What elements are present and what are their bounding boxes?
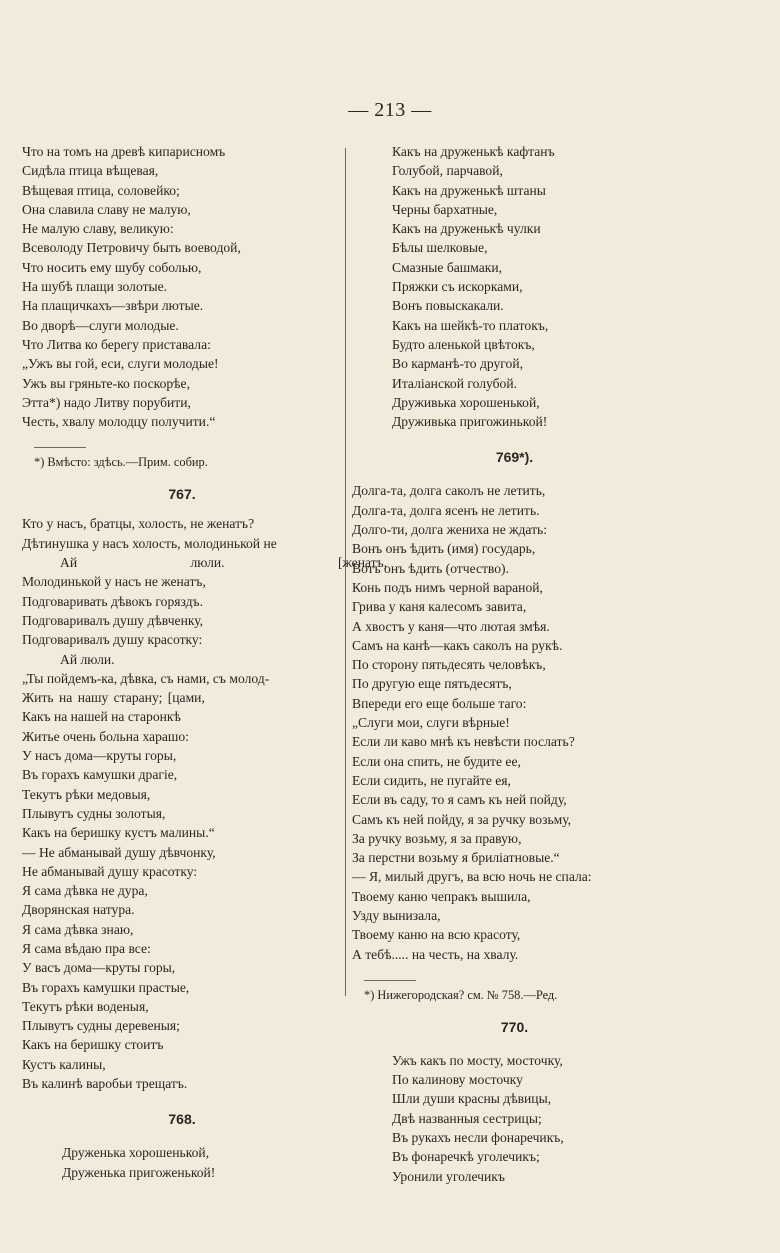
- verse-line: Грива у каня калесомъ завита,: [352, 599, 527, 615]
- right-column: [352, 142, 677, 1186]
- verse-line: Смазные башмаки,: [392, 259, 503, 275]
- verse-line: Вонъ повыскакали.: [392, 298, 504, 314]
- verse-line: Молодинькой у насъ не женатъ,: [22, 574, 206, 590]
- verse-line: Какъ на друженькѣ штаны: [392, 182, 546, 198]
- verse-line: Текутъ рѣки воденыя,: [22, 998, 149, 1014]
- verse-line: Какъ на друженькѣ кафтанъ: [392, 144, 555, 159]
- verse-line: По сторону пятьдесять человѣкъ,: [352, 657, 546, 673]
- poem-770: [352, 1015, 677, 1186]
- poem-number: 768.: [168, 1111, 196, 1128]
- verse-line: Во дворѣ—слуги молодые.: [22, 317, 179, 333]
- verse-line: Въ рукахъ несли фонаречикъ,: [392, 1130, 564, 1146]
- verse-line: Дѣтинушка у насъ холость, молодинькой не: [22, 535, 277, 551]
- footnote-rule: [364, 980, 416, 981]
- verse-line: Я сама дѣвка знаю,: [22, 921, 134, 937]
- verse-line: Узду вынизала,: [352, 907, 441, 923]
- verse-line: Вѣщевая птица, соловейко;: [22, 182, 180, 198]
- verse-line: За перстни возьму я бриліатновые.“: [352, 850, 560, 866]
- verse-line: Италіанской голубой.: [392, 375, 518, 391]
- verse-line: Бѣлы шелковые,: [392, 240, 488, 256]
- left-column: [22, 142, 388, 1182]
- verse-line: Она славила славу не малую,: [22, 201, 191, 217]
- verse-line: Я сама вѣдаю пра все:: [22, 940, 151, 956]
- verse-line: Плывутъ судны деревеныя;: [22, 1018, 180, 1034]
- verse-line: Друживька пригожинькой!: [392, 414, 548, 430]
- verse-line: — Я, милый другъ, ва всю ночь не спала:: [352, 869, 592, 885]
- verse-line: Какъ на беришку стоитъ: [22, 1037, 164, 1053]
- verse-line: Какъ на друженькѣ чулки: [392, 221, 541, 237]
- verse-line: Въ калинѣ варобьи трещатъ.: [22, 1076, 188, 1092]
- poem-767: [22, 482, 388, 1093]
- verse-line: А тебѣ..... на честь, на хвалу.: [352, 946, 519, 962]
- verse-line: Уронили уголечикъ: [392, 1168, 505, 1184]
- verse-line: Друживька хорошенькой,: [392, 394, 540, 410]
- verse-line: Твоему каню чепракъ вышила,: [352, 888, 531, 904]
- poem-number: 767.: [168, 486, 196, 503]
- verse-line: Вотъ онъ ѣдить (отчество).: [352, 560, 509, 576]
- verse-line: По другую еще пятьдесятъ,: [352, 676, 512, 692]
- verse-line: Что на томъ на древѣ кипарисномъ: [22, 144, 226, 159]
- verse-line: Ай люли. [женатъ,: [60, 555, 388, 571]
- verse-line: „Ты пойдемъ-ка, дѣвка, съ нами, съ молод-: [22, 670, 270, 686]
- verse-line: Въ горахъ камушки прастые,: [22, 979, 190, 995]
- verse-line: Какъ на нашей на старонкѣ: [22, 709, 181, 725]
- verse-line: Житье очень больна харашо:: [22, 728, 189, 744]
- verse-line: Честь, хвалу молодцу получити.“: [22, 414, 216, 430]
- poem-number: 770.: [500, 1018, 529, 1035]
- verse-line: Какъ на шейкѣ-то платокъ,: [392, 317, 549, 333]
- verse-line: Какъ на беришку кустъ малины.“: [22, 825, 215, 841]
- verse-line: Ужъ вы гряньте-ко поскорѣе,: [22, 375, 190, 391]
- verse-line: Друженька хорошенькой,: [62, 1145, 210, 1161]
- verse-line: Что Литва ко берегу приставала:: [22, 336, 211, 352]
- verse-line: Что носить ему шубу соболью,: [22, 259, 202, 275]
- verse-line: А хвостъ у каня—что лютая змѣя.: [352, 618, 550, 634]
- verse-line: Долго-ти, долга жениха не ждать:: [352, 522, 548, 538]
- verse-line: Если она спить, не будите ее,: [352, 753, 521, 769]
- page-number: — 213 —: [348, 99, 432, 121]
- verse-line: Самъ на канѣ—какъ саколъ на рукѣ.: [352, 637, 563, 653]
- verse-line: Жить на нашу старану; [цами,: [22, 690, 205, 706]
- verse-line: Плывутъ судны золотыя,: [22, 805, 166, 821]
- verse-line: Подговаривать дѣвокъ горяздъ.: [22, 593, 203, 609]
- verse-line: Голубой, парчавой,: [392, 163, 503, 179]
- verse-line: Шли души красны дѣвицы,: [392, 1091, 552, 1107]
- verse-line: Всеволоду Петровичу быть воеводой,: [22, 240, 241, 256]
- verse-line: Въ фонаречкѣ уголечикъ;: [392, 1149, 540, 1165]
- verse-line: Пряжки съ искорками,: [392, 279, 523, 295]
- footnote: *) Вмѣсто: здѣсь.—Прим. собир.: [34, 455, 208, 470]
- poem-continuation-right: [352, 142, 677, 431]
- verse-line: Если въ саду, то я самъ къ ней пойду,: [352, 792, 567, 808]
- verse-line: У васъ дома—круты горы,: [22, 960, 176, 976]
- verse-line: Друженька пригоженькой!: [62, 1164, 216, 1180]
- footnote: *) Нижегородская? см. № 758.—Ред.: [364, 987, 558, 1002]
- verse-line: За ручку возьму, я за правую,: [352, 830, 522, 846]
- verse-line: Ужъ какъ по мосту, мосточку,: [392, 1052, 563, 1068]
- verse-line: Вонъ онъ ѣдить (имя) государь,: [352, 541, 536, 557]
- verse-line: Долга-та, долга саколъ не летить,: [352, 483, 546, 499]
- poem-768: [22, 1107, 342, 1182]
- verse-line: „Ужъ вы гой, еси, слуги молодые!: [22, 356, 219, 372]
- verse-line: Кто у насъ, братцы, холость, не женатъ?: [22, 516, 255, 532]
- verse-line: Самъ къ ней пойду, я за ручку возьму,: [352, 811, 572, 827]
- verse-line: У насъ дома—круты горы,: [22, 748, 177, 764]
- verse-line: Въ горахъ камушки драгіе,: [22, 767, 178, 783]
- footnote-rule: [34, 447, 86, 448]
- verse-line: Будто аленькой цвѣтокъ,: [392, 336, 535, 352]
- verse-line: Если сидить, не пугайте ея,: [352, 772, 511, 788]
- verse-line: Черны бархатные,: [392, 201, 498, 217]
- verse-line: Во карманѣ-то другой,: [392, 356, 524, 372]
- verse-line: Впереди его еще больше таго:: [352, 695, 527, 711]
- verse-line: Не абманывай душу красотку:: [22, 863, 198, 879]
- poem-769: [352, 445, 677, 1004]
- verse-line: Долга-та, долга ясенъ не летить.: [352, 502, 540, 518]
- verse-line: Текутъ рѣки медовыя,: [22, 786, 151, 802]
- verse-line: На плащичкахъ—звѣри лютые.: [22, 298, 204, 314]
- verse-line: Двѣ названныя сестрицы;: [392, 1110, 542, 1126]
- poem-number: 769*).: [495, 449, 534, 466]
- verse-line: „Слуги мои, слуги вѣрные!: [352, 715, 510, 731]
- verse-line: Если ли каво мнѣ къ невѣсти послать?: [352, 734, 575, 750]
- verse-line: Этта*) надо Литву порубити,: [22, 394, 191, 410]
- verse-line: Сидѣла птица вѣщевая,: [22, 163, 159, 179]
- verse-line: Кустъ калины,: [22, 1056, 106, 1072]
- verse-line: — Не абманывай душу дѣвчонку,: [22, 844, 216, 860]
- verse-line: Подговаривалъ душу дѣвченку,: [22, 612, 204, 628]
- verse-line: Не малую славу, великую:: [22, 221, 174, 237]
- verse-line: Твоему каню на всю красоту,: [352, 927, 521, 943]
- verse-line: Дворянская натура.: [22, 902, 135, 918]
- verse-line: По калинову мосточку: [392, 1072, 523, 1088]
- verse-line: Ай люли.: [60, 651, 115, 667]
- verse-line: Конь подъ нимъ черной вараной,: [352, 579, 543, 595]
- verse-line: Я сама дѣвка не дура,: [22, 883, 148, 899]
- poem-continuation-left: [22, 142, 342, 431]
- verse-line: Подговаривалъ душу красотку:: [22, 632, 203, 648]
- verse-line: На шубѣ плащи золотые.: [22, 279, 168, 295]
